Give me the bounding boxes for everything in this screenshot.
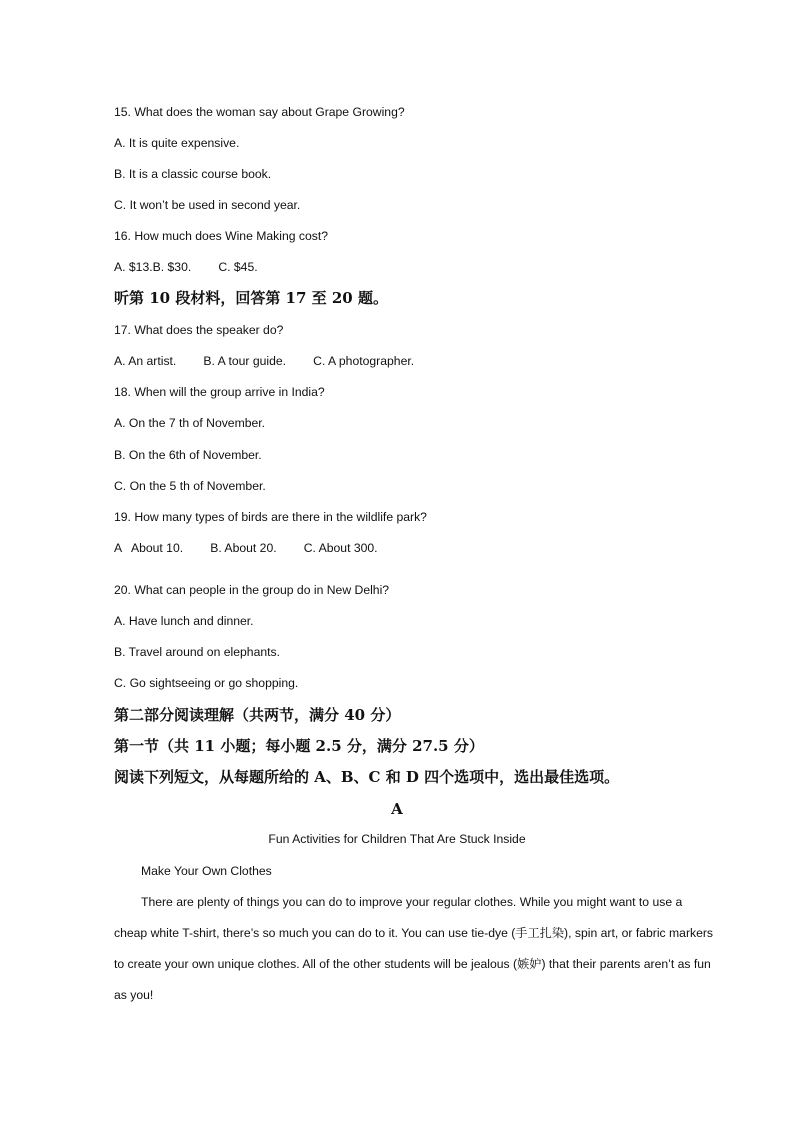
question-18: 18. When will the group arrive in India? bbox=[114, 385, 325, 399]
option-18c: C. On the 5 th of November. bbox=[114, 479, 266, 493]
option-18a: A. On the 7 th of November. bbox=[114, 416, 266, 430]
option-15a: A. It is quite expensive. bbox=[114, 136, 240, 150]
option-20b: B. Travel around on elephants. bbox=[114, 645, 280, 659]
part-2-heading: 第二部分阅读理解（共两节，满分 40 分） bbox=[114, 706, 401, 724]
options-19: A About 10. B. About 20. C. About 300. bbox=[114, 541, 378, 555]
question-17: 17. What does the speaker do? bbox=[114, 323, 284, 337]
passage-paragraph bbox=[114, 887, 714, 1011]
option-15c: C. It won’t be used in second year. bbox=[114, 198, 301, 212]
question-19: 19. How many types of birds are there in the wildlife park? bbox=[114, 510, 427, 524]
paragraph-text: There are plenty of things you can do to improve your regular clothes. While you might want to use a cheap white T-shirt, there’s so much you can do to it. You can use tie-dye (手工扎染), spin art, or fabric markers to create your own unique clothes. All of the other students will be jealous (嫉妒) that their parents aren’t as fun as you! bbox=[114, 895, 714, 1002]
passage-subheading: Make Your Own Clothes bbox=[141, 864, 272, 878]
option-20c: C. Go sightseeing or go shopping. bbox=[114, 676, 299, 690]
section-10-heading: 听第 10 段材料，回答第 17 至 20 题。 bbox=[114, 289, 388, 307]
question-16: 16. How much does Wine Making cost? bbox=[114, 229, 329, 243]
reading-instructions: 阅读下列短文，从每题所给的 A、B、C 和 D 四个选项中，选出最佳选项。 bbox=[114, 768, 620, 786]
question-15: 15. What does the woman say about Grape Growing? bbox=[114, 105, 405, 119]
options-16: A. $13.B. $30. C. $45. bbox=[114, 260, 258, 274]
option-18b: B. On the 6th of November. bbox=[114, 448, 262, 462]
question-20: 20. What can people in the group do in New Delhi? bbox=[114, 583, 390, 597]
option-15b: B. It is a classic course book. bbox=[114, 167, 272, 181]
options-17: A. An artist. B. A tour guide. C. A photographer. bbox=[114, 354, 415, 368]
passage-title: Fun Activities for Children That Are Stuck Inside bbox=[268, 832, 526, 846]
section-1-heading: 第一节（共 11 小题；每小题 2.5 分，满分 27.5 分） bbox=[114, 737, 484, 755]
passage-letter: A bbox=[391, 800, 403, 818]
option-20a: A. Have lunch and dinner. bbox=[114, 614, 254, 628]
